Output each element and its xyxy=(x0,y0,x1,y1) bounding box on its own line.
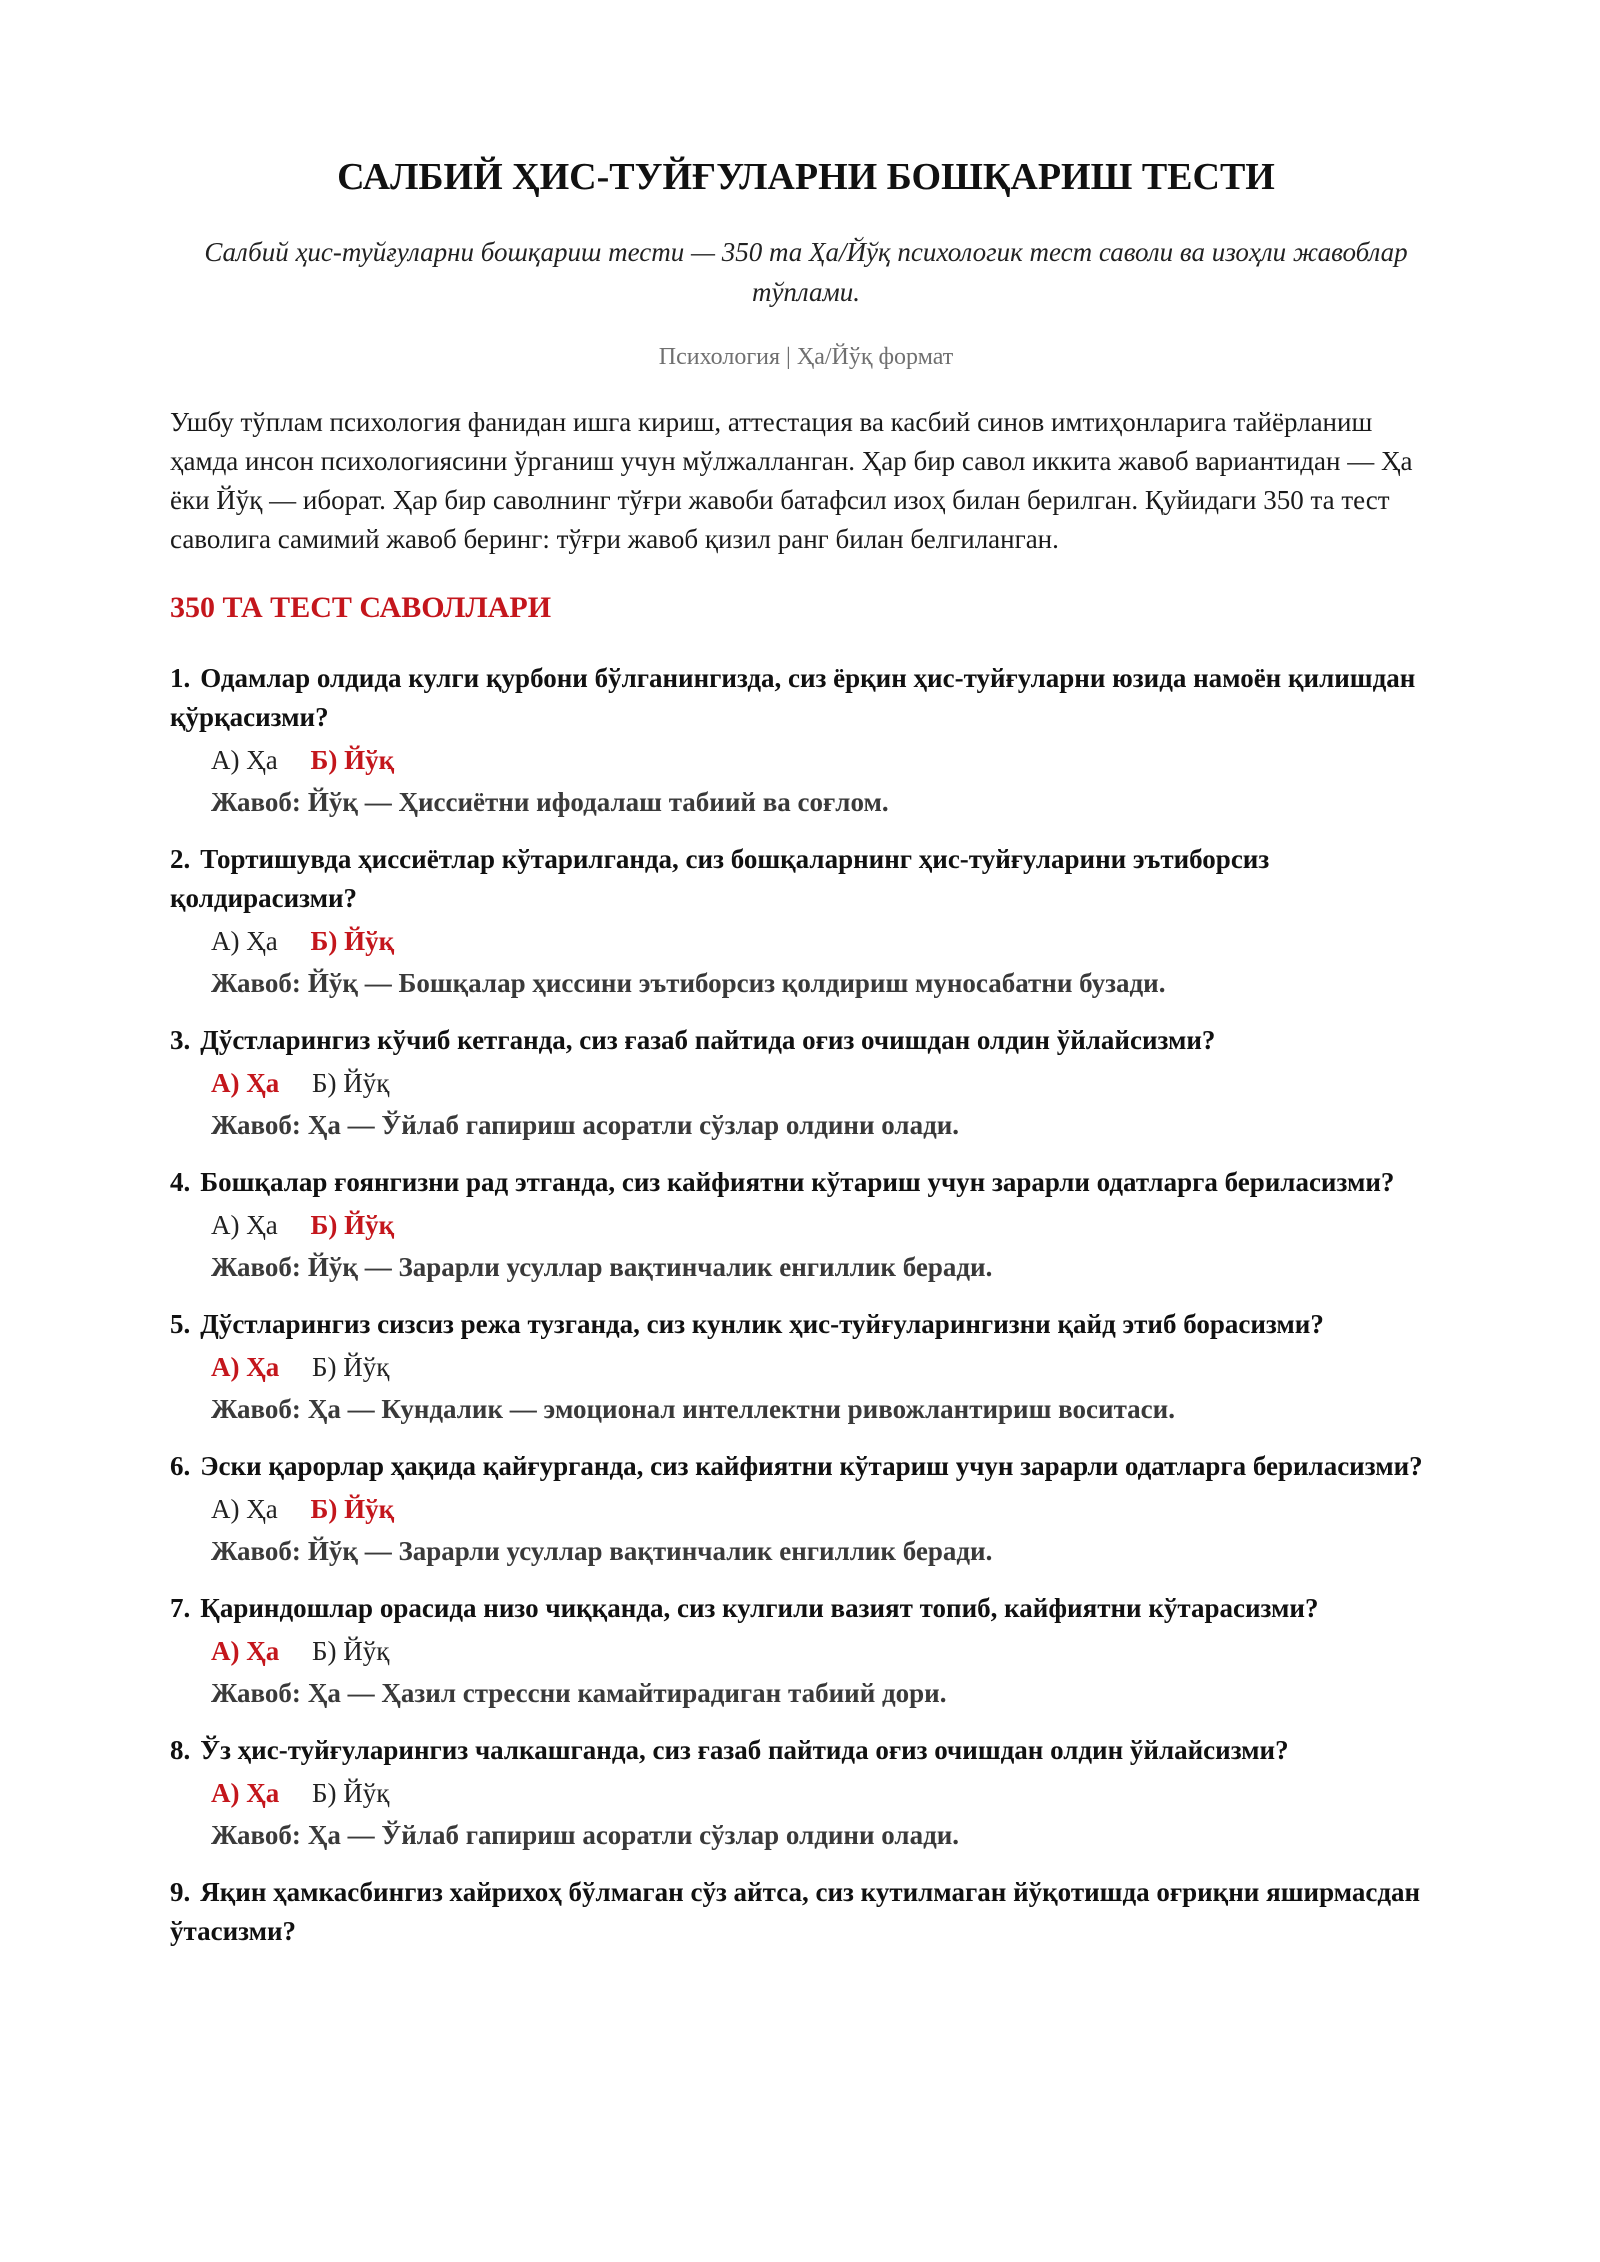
question-line xyxy=(170,1589,1442,1628)
question-item xyxy=(170,659,1442,823)
question-line xyxy=(170,1305,1442,1344)
question-item xyxy=(170,1447,1442,1572)
answer-text: Йўқ — Ҳиссиётни ифодалаш табиий ва соғлом. xyxy=(307,787,889,817)
option-no: Б) Йўқ xyxy=(312,1352,390,1382)
question-text: Яқин ҳамкасбингиз хайрихоҳ бўлмаган сўз айтса, сиз кутилмаган йўқотишда оғриқни яширмасдан ўтасизми? xyxy=(170,1877,1421,1946)
option-yes: А) Ҳа xyxy=(211,1068,280,1098)
questions-list xyxy=(170,659,1442,1951)
option-yes: А) Ҳа xyxy=(211,745,278,775)
answer-text: Ҳа — Ҳазил стрессни камайтирадиган табиий дори. xyxy=(307,1678,947,1708)
answer-label: Жавоб: xyxy=(211,1820,301,1850)
answer-explanation xyxy=(211,781,1442,823)
answer-label: Жавоб: xyxy=(211,787,301,817)
answer-explanation xyxy=(211,1246,1442,1288)
answer-explanation xyxy=(211,1530,1442,1572)
document-meta: Психология | Ҳа/Йўқ формат xyxy=(658,344,954,370)
option-yes: А) Ҳа xyxy=(211,1210,278,1240)
question-line xyxy=(170,1163,1442,1202)
question-text: Дўстларингиз сизсиз режа тузганда, сиз кунлик ҳис-туйғуларингизни қайд этиб борасизми? xyxy=(200,1309,1324,1339)
question-text: Дўстларингиз кўчиб кетганда, сиз ғазаб пайтида оғиз очишдан олдин ўйлайсизми? xyxy=(200,1025,1216,1055)
section-heading: 350 ТА ТЕСТ САВОЛЛАРИ xyxy=(170,591,552,624)
option-yes: А) Ҳа xyxy=(211,1636,280,1666)
question-item xyxy=(170,1163,1442,1288)
option-yes: А) Ҳа xyxy=(211,1352,280,1382)
question-item xyxy=(170,1305,1442,1430)
answer-label: Жавоб: xyxy=(211,1394,301,1424)
question-line xyxy=(170,659,1442,737)
answer-text: Йўқ — Зарарли усуллар вақтинчалик енгиллик беради. xyxy=(307,1536,993,1566)
question-number: 9. xyxy=(170,1877,191,1907)
question-number: 4. xyxy=(170,1167,191,1197)
question-item xyxy=(170,1731,1442,1856)
answer-options xyxy=(211,920,1442,962)
answer-options xyxy=(211,1204,1442,1246)
answer-explanation xyxy=(211,962,1442,1004)
answer-text: Йўқ — Зарарли усуллар вақтинчалик енгиллик беради. xyxy=(307,1252,993,1282)
answer-text: Ҳа — Ўйлаб гапириш асоратли сўзлар олдини олади. xyxy=(307,1820,960,1850)
question-number: 1. xyxy=(170,663,191,693)
question-number: 7. xyxy=(170,1593,191,1623)
answer-options xyxy=(211,1062,1442,1104)
option-no: Б) Йўқ xyxy=(310,926,395,956)
answer-options xyxy=(211,1772,1442,1814)
question-text: Ўз ҳис-туйғуларингиз чалкашганда, сиз ғазаб пайтида оғиз очишдан олдин ўйлайсизми? xyxy=(200,1735,1289,1765)
answer-explanation xyxy=(211,1388,1442,1430)
option-no: Б) Йўқ xyxy=(310,1210,395,1240)
option-yes: А) Ҳа xyxy=(211,1494,278,1524)
answer-label: Жавоб: xyxy=(211,1536,301,1566)
answer-label: Жавоб: xyxy=(211,1110,301,1140)
answer-options xyxy=(211,739,1442,781)
question-text: Бошқалар ғоянгизни рад этганда, сиз кайфиятни кўтариш учун зарарли одатларга бериласизми? xyxy=(200,1167,1395,1197)
answer-explanation xyxy=(211,1104,1442,1146)
question-text: Одамлар олдида кулги қурбони бўлганингизда, сиз ёрқин ҳис-туйғуларни юзида намоён қилишдан қўрқасизми? xyxy=(170,663,1416,732)
question-text: Қариндошлар орасида низо чиққанда, сиз кулгили вазият топиб, кайфиятни кўтарасизми? xyxy=(200,1593,1319,1623)
question-line xyxy=(170,1447,1442,1486)
question-number: 2. xyxy=(170,844,191,874)
question-line xyxy=(170,1731,1442,1770)
intro-paragraph: Ушбу тўплам психология фанидан ишга кириш, аттестация ва касбий синов имтиҳонларига тайёрланиш ҳамда инсон психологиясини ўрганиш учун мўлжалланган. Ҳар бир савол иккита жавоб вариантидан — Ҳа ёки Йўқ — иборат. Ҳар бир саволнинг тўғри жавоби батафсил изоҳ билан берилган. Қуйидаги 350 та тест саволига самимий жавоб беринг: тўғри жавоб қизил ранг билан белгиланган. xyxy=(170,407,1413,554)
answer-options xyxy=(211,1346,1442,1388)
question-item xyxy=(170,840,1442,1004)
option-no: Б) Йўқ xyxy=(312,1778,390,1808)
document-title: САЛБИЙ ҲИС-ТУЙҒУЛАРНИ БОШҚАРИШ ТЕСТИ xyxy=(337,156,1275,198)
option-yes: А) Ҳа xyxy=(211,926,278,956)
option-no: Б) Йўқ xyxy=(310,745,395,775)
question-number: 8. xyxy=(170,1735,191,1765)
document-subtitle: Салбий ҳис-туйғуларни бошқариш тести — 350 та Ҳа/Йўқ психологик тест саволи ва изоҳли жавоблар тўплами. xyxy=(204,237,1408,307)
question-number: 5. xyxy=(170,1309,191,1339)
question-number: 6. xyxy=(170,1451,191,1481)
question-text: Эски қарорлар ҳақида қайғурганда, сиз кайфиятни кўтариш учун зарарли одатларга бериласизми? xyxy=(200,1451,1423,1481)
question-item xyxy=(170,1589,1442,1714)
option-no: Б) Йўқ xyxy=(312,1636,390,1666)
answer-options xyxy=(211,1488,1442,1530)
answer-label: Жавоб: xyxy=(211,968,301,998)
option-no: Б) Йўқ xyxy=(310,1494,395,1524)
question-line xyxy=(170,1873,1442,1951)
question-line xyxy=(170,840,1442,918)
answer-explanation xyxy=(211,1814,1442,1856)
question-line xyxy=(170,1021,1442,1060)
option-no: Б) Йўқ xyxy=(312,1068,390,1098)
answer-text: Ҳа — Ўйлаб гапириш асоратли сўзлар олдини олади. xyxy=(307,1110,960,1140)
answer-label: Жавоб: xyxy=(211,1252,301,1282)
question-item xyxy=(170,1021,1442,1146)
question-item xyxy=(170,1873,1442,1951)
question-text: Тортишувда ҳиссиётлар кўтарилганда, сиз бошқаларнинг ҳис-туйғуларини эътиборсиз қолдирасизми? xyxy=(170,844,1270,913)
option-yes: А) Ҳа xyxy=(211,1778,280,1808)
answer-explanation xyxy=(211,1672,1442,1714)
answer-label: Жавоб: xyxy=(211,1678,301,1708)
question-number: 3. xyxy=(170,1025,191,1055)
answer-text: Ҳа — Кундалик — эмоционал интеллектни ривожлантириш воситаси. xyxy=(307,1394,1175,1424)
answer-text: Йўқ — Бошқалар ҳиссини эътиборсиз қолдириш муносабатни бузади. xyxy=(307,968,1166,998)
answer-options xyxy=(211,1630,1442,1672)
